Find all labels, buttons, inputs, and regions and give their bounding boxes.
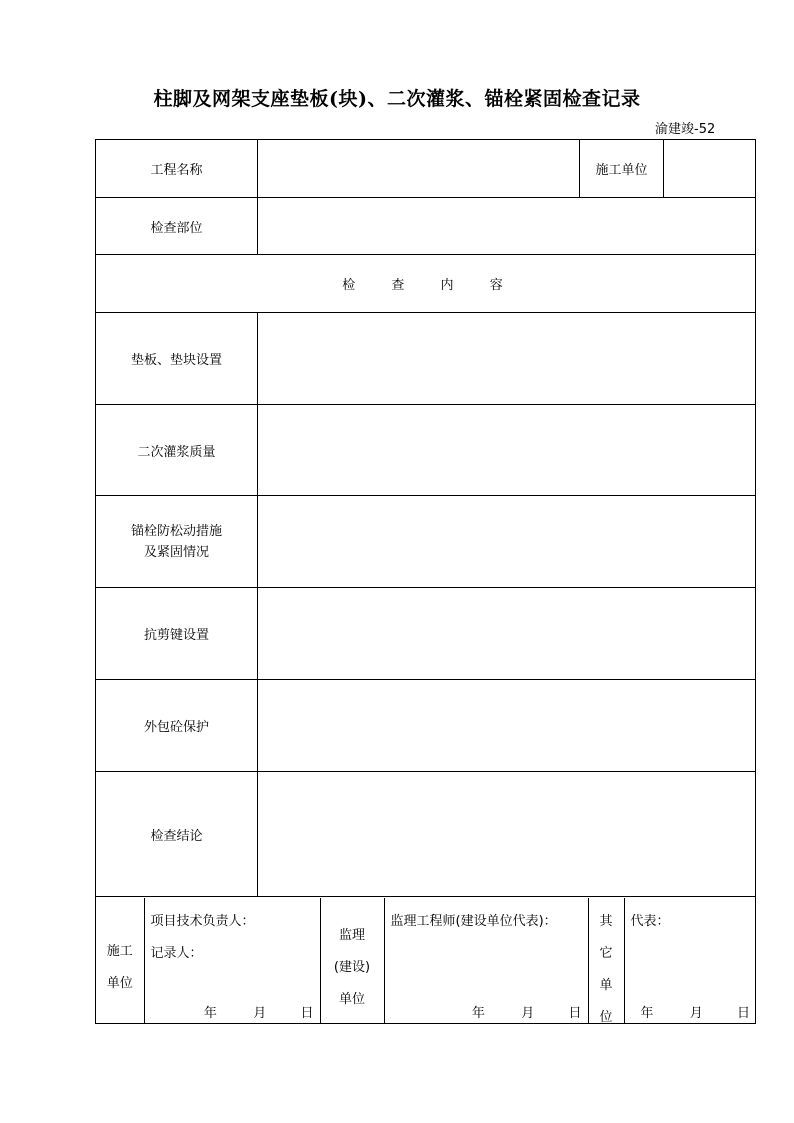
item-value-shear-key[interactable] bbox=[258, 588, 756, 680]
item-label-shear-key: 抗剪键设置 bbox=[96, 588, 258, 680]
item-value-concrete-encasement[interactable] bbox=[258, 680, 756, 772]
item-label-anchor-bolts bbox=[96, 496, 258, 588]
construction-date bbox=[204, 1002, 314, 1021]
other-unit-char: 单 bbox=[599, 977, 613, 993]
tech-lead-label: 项目技术负责人： bbox=[150, 913, 255, 929]
other-unit-char: 其 bbox=[599, 913, 613, 929]
item-row bbox=[96, 588, 756, 680]
signature-section bbox=[96, 897, 756, 1024]
date-year: 年 bbox=[640, 1005, 654, 1021]
item-label-anchor-bolts-line1: 锚栓防松动措施 bbox=[130, 523, 222, 539]
other-date bbox=[640, 1002, 750, 1021]
supervision-unit-line2: (建设) bbox=[333, 959, 371, 975]
construction-unit-heading bbox=[96, 898, 144, 1023]
item-row bbox=[96, 405, 756, 496]
item-value-conclusion[interactable] bbox=[258, 772, 756, 897]
other-unit-char: 它 bbox=[599, 945, 613, 961]
inspection-content-heading: 检 查 内 容 bbox=[96, 255, 756, 313]
item-value-grouting[interactable] bbox=[258, 405, 756, 496]
item-value-shim-plates[interactable] bbox=[258, 313, 756, 405]
supervision-unit-line3: 单位 bbox=[338, 991, 365, 1007]
date-month: 月 bbox=[689, 1005, 703, 1021]
supervision-date bbox=[472, 1002, 582, 1021]
item-row bbox=[96, 680, 756, 772]
date-year: 年 bbox=[203, 1005, 217, 1021]
item-label-concrete-encasement: 外包砼保护 bbox=[96, 680, 258, 772]
item-label-shim-plates: 垫板、垫块设置 bbox=[96, 313, 258, 405]
signature-row bbox=[96, 897, 756, 1024]
construction-signature-cell[interactable] bbox=[144, 898, 320, 1023]
construction-unit-field[interactable] bbox=[664, 140, 756, 198]
date-month: 月 bbox=[253, 1005, 267, 1021]
item-label-conclusion: 检查结论 bbox=[96, 772, 258, 897]
section-heading-row bbox=[96, 255, 756, 313]
supervision-unit-line1: 监理 bbox=[338, 927, 365, 943]
project-row bbox=[96, 140, 756, 198]
inspection-part-row bbox=[96, 198, 756, 255]
supervising-engineer-label: 监理工程师(建设单位代表)： bbox=[390, 913, 557, 929]
date-day: 日 bbox=[300, 1005, 314, 1021]
other-unit-char: 位 bbox=[599, 1009, 613, 1025]
inspection-record-table bbox=[95, 139, 756, 1024]
document-title: 柱脚及网架支座垫板(块)、二次灌浆、锚栓紧固检查记录 bbox=[153, 88, 641, 110]
supervision-signature-cell[interactable] bbox=[384, 898, 588, 1023]
date-day: 日 bbox=[568, 1005, 582, 1021]
inspection-part-field[interactable] bbox=[258, 198, 756, 255]
project-name-field[interactable] bbox=[258, 140, 580, 198]
supervision-unit-heading bbox=[320, 898, 384, 1023]
recorder-label: 记录人： bbox=[150, 945, 203, 961]
signature-table bbox=[96, 898, 756, 1023]
inspection-part-label: 检查部位 bbox=[96, 198, 258, 255]
date-year: 年 bbox=[471, 1005, 485, 1021]
other-unit-heading bbox=[588, 898, 624, 1023]
item-row bbox=[96, 772, 756, 897]
date-day: 日 bbox=[736, 1005, 750, 1021]
date-month: 月 bbox=[521, 1005, 535, 1021]
item-value-anchor-bolts[interactable] bbox=[258, 496, 756, 588]
construction-unit-line2: 单位 bbox=[106, 975, 133, 991]
construction-unit-label: 施工单位 bbox=[580, 140, 664, 198]
other-signature-cell[interactable] bbox=[624, 898, 756, 1023]
item-label-anchor-bolts-line2: 及紧固情况 bbox=[143, 544, 209, 560]
item-row bbox=[96, 313, 756, 405]
project-name-label: 工程名称 bbox=[96, 140, 258, 198]
item-label-grouting: 二次灌浆质量 bbox=[96, 405, 258, 496]
form-number: 渝建竣-52 bbox=[655, 122, 716, 137]
construction-unit-line1: 施工 bbox=[106, 943, 133, 959]
item-row bbox=[96, 496, 756, 588]
representative-label: 代表： bbox=[630, 913, 670, 929]
